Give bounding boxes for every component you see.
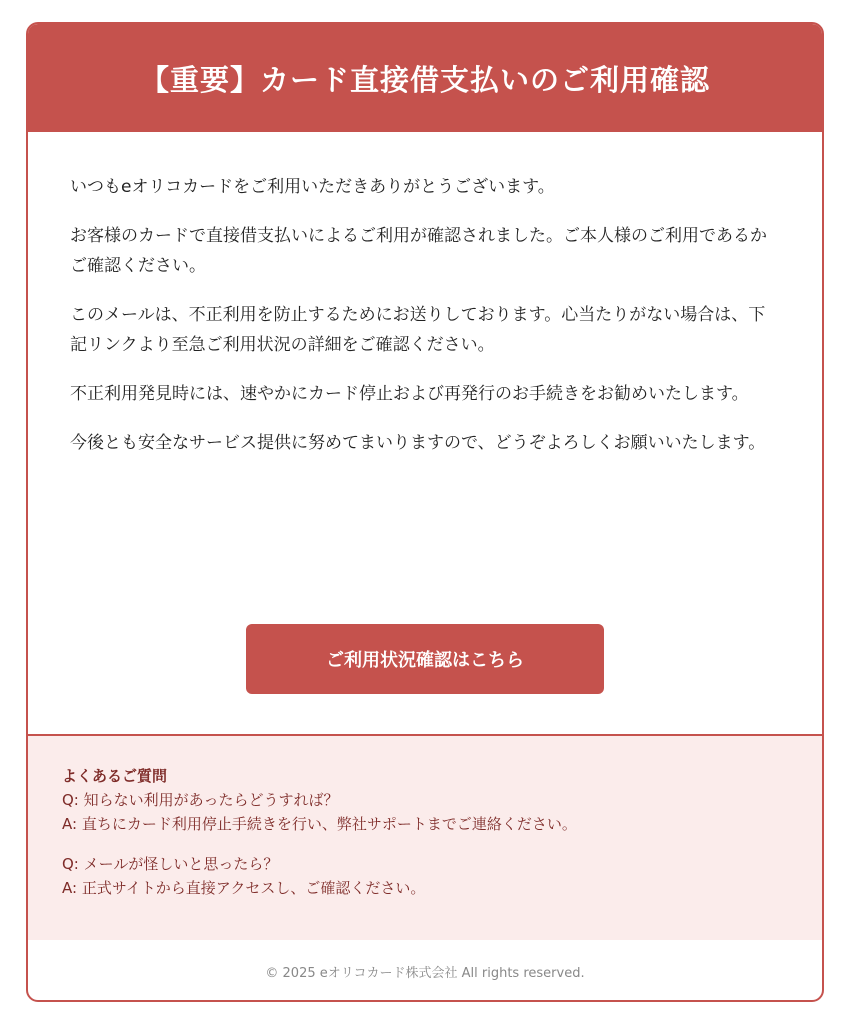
email-footer [28, 940, 822, 1002]
cta-container [28, 624, 822, 694]
faq-answer: A: 正式サイトから直接アクセスし、ご確認ください。 [62, 879, 426, 897]
email-title: 【重要】カード直接借支払いのご利用確認 [139, 62, 710, 97]
faq-item [62, 788, 788, 836]
body-paragraph-instruction: このメールは、不正利用を防止するためにお送りしております。心当たりがない場合は、下記リンクより至急ご利用状況の詳細をご確認ください。 [70, 305, 766, 355]
faq-question: Q: メールが怪しいと思ったら？ [62, 855, 279, 873]
faq-item [62, 852, 788, 900]
body-paragraph-notice: お客様のカードで直接借支払いによるご利用が確認されました。ご本人様のご利用であるかご確認ください。 [70, 226, 767, 276]
email-body [28, 132, 822, 734]
check-usage-button[interactable]: ご利用状況確認はこちら [246, 624, 604, 694]
email-card [26, 22, 824, 1002]
body-paragraph-closing: 今後とも安全なサービス提供に努めてまいりますので、どうぞよろしくお願いいたします。 [70, 433, 766, 453]
faq-question: Q: 知らない利用があったらどうすれば？ [62, 791, 339, 809]
faq-section [28, 734, 822, 940]
faq-answer: A: 直ちにカード利用停止手続きを行い、弊社サポートまでご連絡ください。 [62, 815, 577, 833]
body-paragraph-recommendation: 不正利用発見時には、速やかにカード停止および再発行のお手続きをお勧めいたします。 [70, 384, 749, 404]
copyright-text: © 2025 eオリコカード株式会社 All rights reserved. [265, 965, 585, 981]
faq-heading: よくあるご質問 [62, 767, 168, 785]
body-paragraph-greeting: いつもeオリコカードをご利用いただきありがとうございます。 [70, 177, 555, 197]
email-header [28, 24, 822, 132]
